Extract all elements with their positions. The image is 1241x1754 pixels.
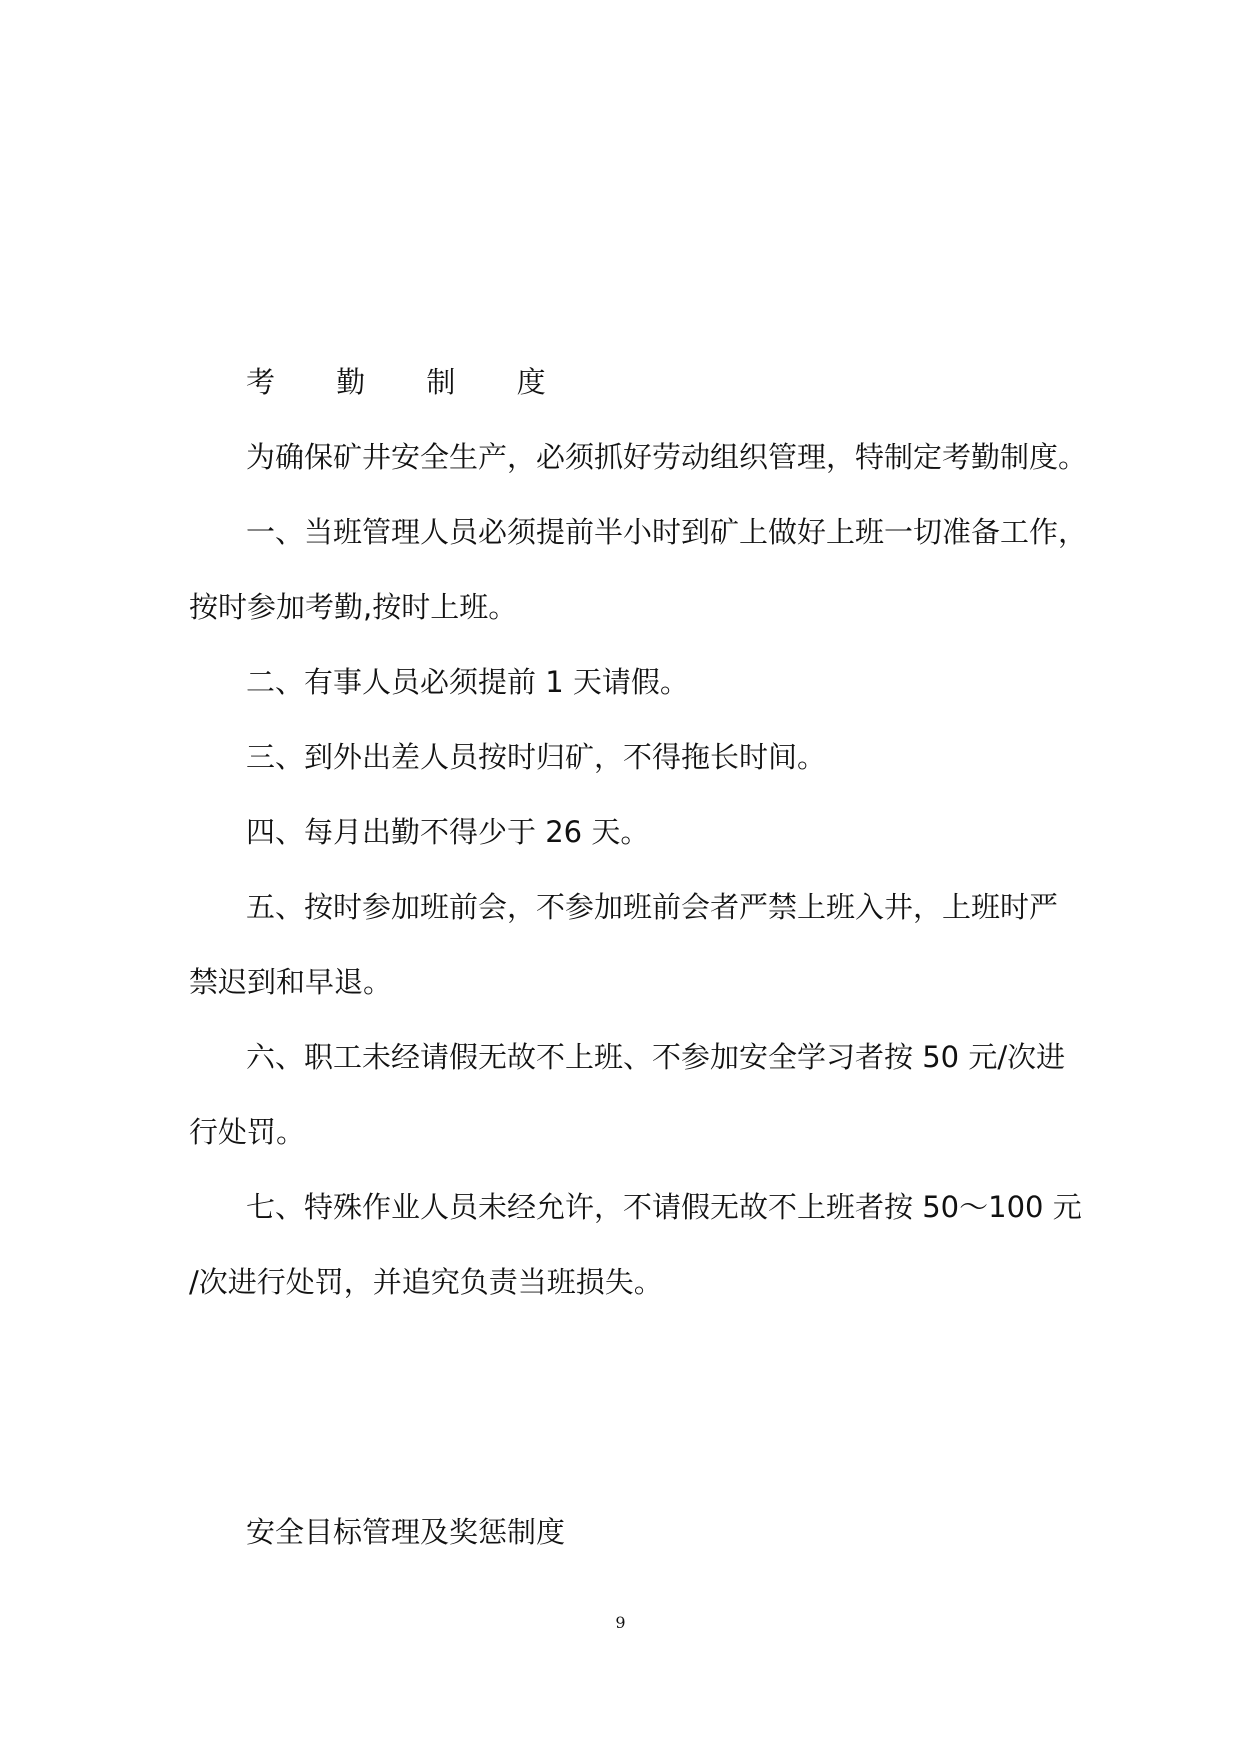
section-title: 考 勤 制 度 bbox=[246, 365, 572, 399]
item-7-line-2: /次进行处罚，并追究负责当班损失。 bbox=[189, 1265, 663, 1299]
item-4: 四、每月出勤不得少于 26 天。 bbox=[246, 815, 650, 849]
item-5-line-1: 五、按时参加班前会，不参加班前会者严禁上班入井，上班时严 bbox=[246, 890, 1059, 924]
item-6-line-1: 六、职工未经请假无故不上班、不参加安全学习者按 50 元/次进 bbox=[246, 1040, 1066, 1074]
item-7-line-1: 七、特殊作业人员未经允许，不请假无故不上班者按 50～100 元 bbox=[246, 1190, 1082, 1224]
item-1-line-2: 按时参加考勤,按时上班。 bbox=[189, 590, 518, 624]
next-section-title: 安全目标管理及奖惩制度 bbox=[246, 1515, 566, 1549]
item-2: 二、有事人员必须提前 1 天请假。 bbox=[246, 665, 689, 699]
intro-paragraph: 为确保矿井安全生产，必须抓好劳动组织管理，特制定考勤制度。 bbox=[246, 440, 1088, 474]
item-1-line-1: 一、当班管理人员必须提前半小时到矿上做好上班一切准备工作， bbox=[246, 515, 1088, 549]
item-6-line-2: 行处罚。 bbox=[189, 1115, 306, 1149]
item-3: 三、到外出差人员按时归矿，不得拖长时间。 bbox=[246, 740, 827, 774]
page-number: 9 bbox=[615, 1613, 626, 1632]
item-5-line-2: 禁迟到和早退。 bbox=[189, 965, 393, 999]
